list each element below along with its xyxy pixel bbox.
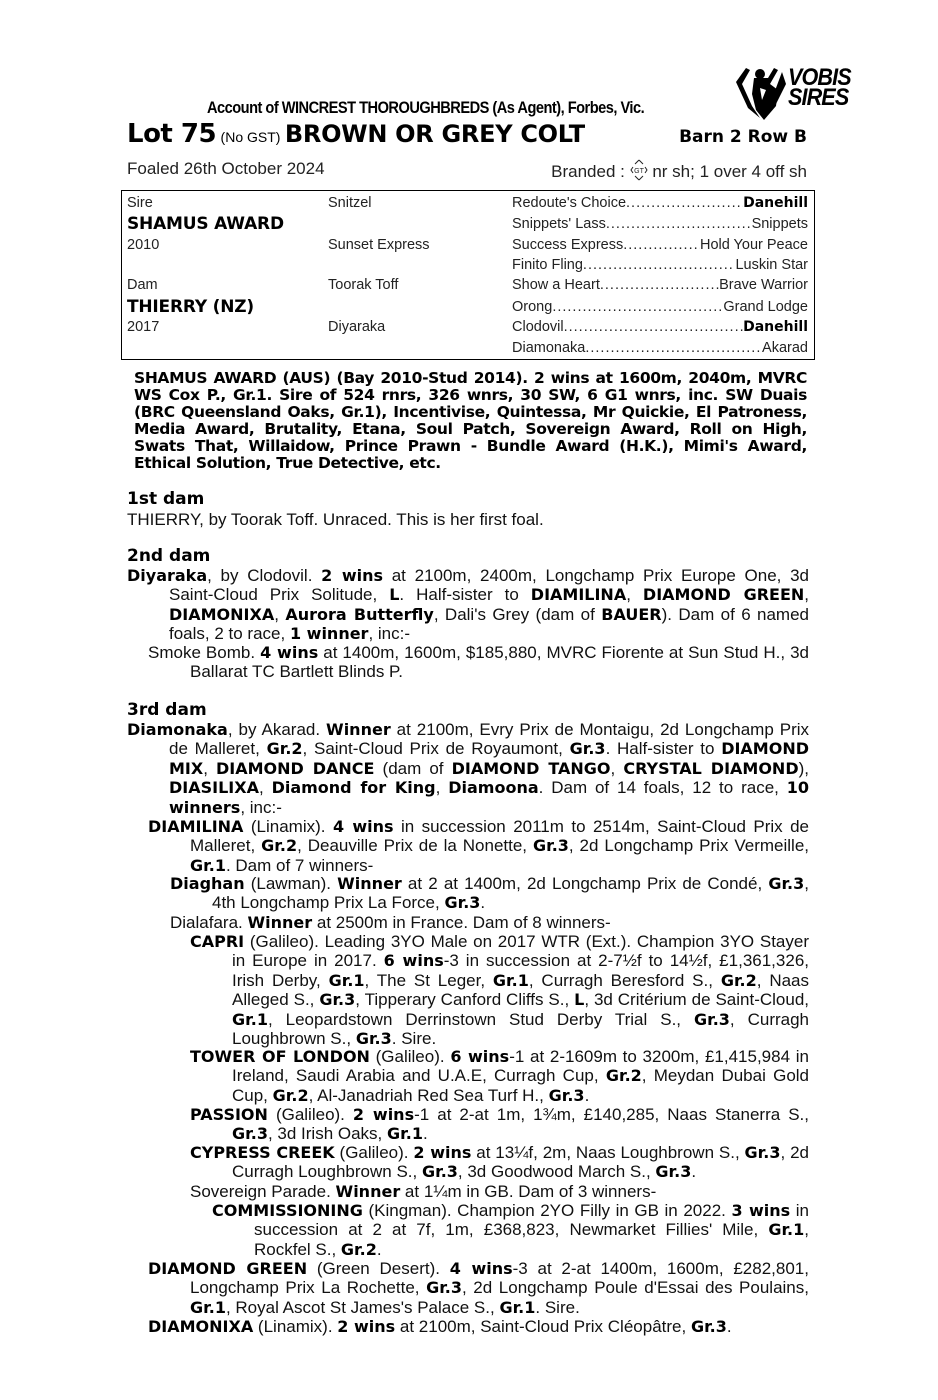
lot-number: Lot 75 [127,119,217,149]
logo-line-2: SIRES [788,84,849,111]
third-dam-heading: 3rd dam [127,700,207,720]
grandsire-maternal: Toorak Toff [328,277,399,293]
family-entry: PASSION (Galileo). 2 wins-1 at 2-at 1m, 1¾m, £140,285, Naas Stanerra S., Gr.3, 3d Irish Oaks, Gr.1. [190,1105,809,1144]
gst-note: (No GST) [220,129,281,145]
grandsire-paternal: Snitzel [328,195,372,211]
family-entry: DIAMOND GREEN (Green Desert). 4 wins-3 at 2-at 1400m, 1600m, £282,801, Longchamp Prix La Rochette, Gr.3, 2d Longchamp Poule d'Essai des Poulains, Gr.1, Royal Ascot St James's Palace S., Gr.1. Sire. [148,1259,809,1317]
brand-info [551,159,807,182]
first-dam-text: THIERRY, by Toorak Toff. Unraced. This is her first foal. [127,510,544,529]
family-entry: Diaghan (Lawman). Winner at 2 at 1400m, 2d Longchamp Prix de Condé, Gr.3, 4th Longchamp Prix La Force, Gr.3. [170,874,809,913]
dam-year: 2017 [127,319,160,335]
sire-name: SHAMUS AWARD [127,214,284,234]
branded-label: Branded : [551,162,625,181]
granddam-maternal: Diyaraka [328,319,386,335]
family-entry: TOWER OF LONDON (Galileo). 6 wins-1 at 2-1609m to 3200m, £1,415,984 in Ireland, Saudi Arabia and U.A.E, Curragh Cup, Gr.2, Meydan Dubai Gold Cup, Gr.2, Al-Janadriah Red Sea Turf H., Gr.3. [190,1047,810,1105]
family-entry: CYPRESS CREEK (Galileo). 2 wins at 13¼f, 2m, Naas Loughbrown S., Gr.3, 2d Curragh Loughbrown S., Gr.3, 3d Goodwood March S., Gr.3. [190,1143,809,1182]
sire-year: 2010 [127,237,160,253]
logo-line-1: VOBIS [788,64,851,91]
family-entry: DIAMONIXA (Linamix). 2 wins at 2100m, Saint-Cloud Prix Cléopâtre, Gr.3. [148,1317,732,1336]
dam-label: Dam [127,277,158,293]
great-grandparent-row: Snippets' Lass ..... Snippets [512,216,808,232]
second-dam-heading: 2nd dam [127,546,211,566]
family-entry: COMMISSIONING (Kingman). Champion 2YO Filly in GB in 2022. 3 wins in succession at 2 at 7f, 1m, £368,823, Newmarket Fillies' Mile, Gr.1, Rockfel S., Gr.2. [212,1201,809,1259]
family-entry: Dialafara. Winner at 2500m in France. Dam of 8 winners- [170,913,611,932]
great-grandparent-row: Show a Heart ..... Brave Warrior [512,277,808,293]
family-entry: Diamonaka, by Akarad. Winner at 2100m, Evry Prix de Montaigu, 2d Longchamp Prix de Malleret, Gr.2, Saint-Cloud Prix de Royaumont, Gr.3. Half-sister to DIAMOND MIX, DIAMOND DANCE (dam of DIAMOND TANGO, CRYSTAL DIAMOND), DIASILIXA, Diamond for King, Diamoona. Dam of 14 foals, 12 to race, 10 winners, inc:- [127,720,810,817]
barn-location: Barn 2 Row B [679,127,807,147]
horse-description: BROWN OR GREY COLT [284,120,585,148]
branded-text: nr sh; 1 over 4 off sh [652,162,807,181]
granddam-paternal: Sunset Express [328,237,430,253]
great-grandparent-row: Finito Fling ..... Luskin Star [512,257,808,273]
great-grandparent-row: Success Express ..... Hold Your Peace [512,237,808,253]
sire-label: Sire [127,195,153,211]
svg-text:GT: GT [633,168,644,175]
family-entry: Sovereign Parade. Winner at 1¼m in GB. Dam of 3 winners- [190,1182,657,1201]
family-entry: Diyaraka, by Clodovil. 2 wins at 2100m, 2400m, Longchamp Prix Europe One, 3d Saint-Cloud Prix Solitude, L. Half-sister to DIAMILINA, DIAMOND GREEN, DIAMONIXA, Aurora Butterfly, Dali's Grey (dam of BAUER). Dam of 6 named foals, 2 to race, 1 winner, inc:- [127,566,810,644]
great-grandparent-row: Clodovil ..... Danehill [512,319,808,335]
dam-name: THIERRY (NZ) [127,297,254,317]
great-grandparent-row: Redoute's Choice ..... Danehill [512,195,808,211]
brand-mark-icon [630,159,648,181]
family-entry: CAPRI (Galileo). Leading 3YO Male on 2017 WTR (Ext.). Champion 3YO Stayer in Europe in 2017. 6 wins-3 in succession at 2-7½f to 14½f, £1,361,326, Irish Derby, Gr.1, The St Leger, Gr.1, Curragh Beresford S., Gr.2, Naas Alleged S., Gr.3, Tipperary Canford Cliffs S., L, 3d Critérium de Saint-Cloud, Gr.1, Leopardstown Derrinstown Stud Derby Trial S., Gr.3, Curragh Loughbrown S., Gr.3. Sire. [190,932,810,1049]
vobis-sires-logo [730,60,870,124]
lot-title-line [127,119,585,149]
great-grandparent-row: Orong ..... Grand Lodge [512,299,808,315]
horse-and-jockey-icon [730,60,790,124]
family-entry: Smoke Bomb. 4 wins at 1400m, 1600m, $185,880, MVRC Fiorente at Sun Stud H., 3d Ballarat TC Bartlett Blinds P. [148,643,809,682]
pedigree-table [121,190,815,360]
family-entry: DIAMILINA (Linamix). 4 wins in succession 2011m to 2514m, Saint-Cloud Prix de Malleret, Gr.2, Deauville Prix de la Nonette, Gr.3, 2d Longchamp Prix Vermeille, Gr.1. Dam of 7 winners- [148,817,809,875]
foaled-date: Foaled 26th October 2024 [127,159,325,178]
first-dam-heading: 1st dam [127,489,205,509]
sire-summary: SHAMUS AWARD (AUS) (Bay 2010-Stud 2014). 2 wins at 1600m, 2040m, MVRC WS Cox P., Gr.1. Sire of 524 rnrs, 326 wnrs, 30 SW, 6 G1 wnrs, inc. SW Duais (BRC Queensland Oaks, Gr.1), Incentivise, Quintessa, Mr Quickie, El Patroness, Media Award, Brutality, Etana, Soul Patch, Sovereign Award, Roll on High, Swats That, Willaidow, Prince Prawn - Bundle Award (H.K.), Mimi's Award, Ethical Solution, True Detective, etc. [134,369,807,472]
vendor-account-line: Account of WINCREST THOROUGHBREDS (As Agent), Forbes, Vic. [207,98,645,117]
great-grandparent-row: Diamonaka ..... Akarad [512,340,808,356]
